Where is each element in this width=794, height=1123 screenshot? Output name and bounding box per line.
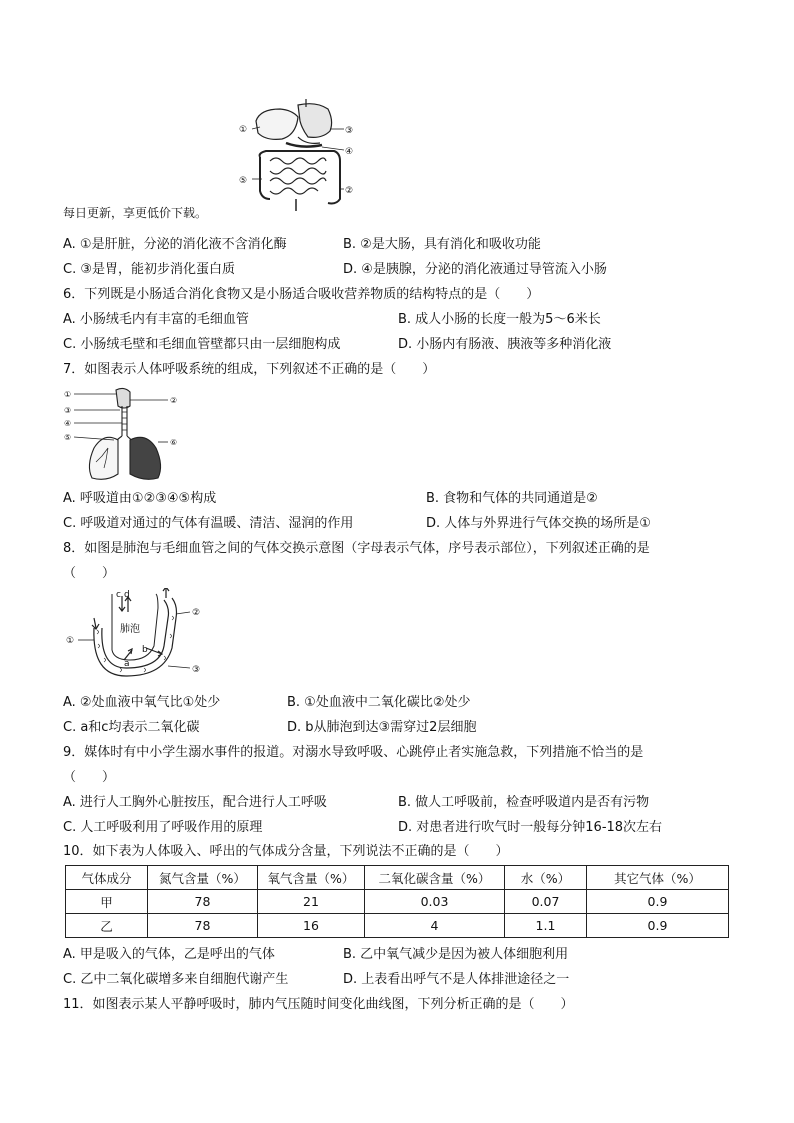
q11-stem: 11．如图表示某人平静呼吸时，肺内气压随时间变化曲线图，下列分析正确的是（ ） <box>63 997 574 1012</box>
q5-option-c: C. ③是胃，能初步消化蛋白质 <box>63 262 235 277</box>
q7-stem: 7．如图表示人体呼吸系统的组成，下列叙述不正确的是（ ） <box>63 362 436 377</box>
q9-option-d: D. 对患者进行吹气时一般每分钟16-18次左右 <box>398 820 663 835</box>
resp-label-4: ④ <box>64 419 72 428</box>
alv-label-3: ③ <box>192 665 201 675</box>
q10-option-b: B. 乙中氧气减少是因为被人体细胞利用 <box>343 947 569 962</box>
table-cell: 4 <box>365 914 505 938</box>
q6-option-d: D. 小肠内有肠液、胰液等多种消化液 <box>398 337 612 352</box>
q7-option-a: A. 呼吸道由①②③④⑤构成 <box>63 491 217 506</box>
table-cell: 1.1 <box>505 914 587 938</box>
gas-composition-table <box>65 865 729 938</box>
q10-option-a: A. 甲是吸入的气体，乙是呼出的气体 <box>63 947 275 962</box>
table-cell: 78 <box>148 890 258 914</box>
table-header-row <box>66 866 729 890</box>
alv-label-alveolus: 肺泡 <box>120 624 140 635</box>
q7-option-d: D. 人体与外界进行气体交换的场所是① <box>426 516 651 531</box>
table-cell: 乙 <box>66 914 148 938</box>
fig-label-2: ② <box>345 186 354 196</box>
fig-label-1: ① <box>239 125 248 135</box>
table-header-cell: 气体成分 <box>66 866 148 890</box>
q8-stem-bracket: （ ） <box>63 566 116 581</box>
fig-label-5: ⑤ <box>239 176 248 186</box>
table-cell: 甲 <box>66 890 148 914</box>
alv-label-c: c <box>116 590 121 600</box>
alv-label-b: b <box>142 645 148 655</box>
fig-label-4: ④ <box>345 147 354 157</box>
q6-option-b: B. 成人小肠的长度一般为5～6米长 <box>398 312 601 327</box>
q9-option-b: B. 做人工呼吸前，检查呼吸道内是否有污物 <box>398 795 650 810</box>
q5-option-d: D. ④是胰腺，分泌的消化液通过导管流入小肠 <box>343 262 607 277</box>
resp-label-3: ③ <box>64 406 72 415</box>
table-header-cell: 水（%） <box>505 866 587 890</box>
fig-label-3: ③ <box>345 126 354 136</box>
digestive-system-figure <box>236 95 362 215</box>
q9-option-c: C. 人工呼吸利用了呼吸作用的原理 <box>63 820 263 835</box>
q6-option-c: C. 小肠绒毛壁和毛细血管壁都只由一层细胞构成 <box>63 337 341 352</box>
q9-stem-bracket: （ ） <box>63 770 116 785</box>
alv-label-1: ① <box>66 636 75 646</box>
table-header-cell: 二氧化碳含量（%） <box>365 866 505 890</box>
q7-option-b: B. 食物和气体的共同通道是② <box>426 491 598 506</box>
q9-option-a: A. 进行人工胸外心脏按压，配合进行人工呼吸 <box>63 795 327 810</box>
table-header-cell: 氧气含量（%） <box>258 866 365 890</box>
q8-option-c: C. a和c均表示二氧化碳 <box>63 720 200 735</box>
alv-label-a: a <box>124 659 130 669</box>
resp-label-1: ① <box>64 390 72 399</box>
q5-option-a: A. ①是肝脏，分泌的消化液不含消化酶 <box>63 237 287 252</box>
q8-option-a: A. ②处血液中氧气比①处少 <box>63 695 221 710</box>
table-cell: 0.9 <box>587 914 729 938</box>
q8-option-b: B. ①处血液中二氧化碳比②处少 <box>287 695 471 710</box>
table-cell: 0.07 <box>505 890 587 914</box>
q10-option-d: D. 上表看出呼气不是人体排泄途径之一 <box>343 972 570 987</box>
respiratory-system-figure <box>64 386 184 484</box>
table-header-cell: 氮气含量（%） <box>148 866 258 890</box>
table-cell: 21 <box>258 890 365 914</box>
resp-label-6: ⑥ <box>170 438 178 447</box>
alv-label-2: ② <box>192 608 201 618</box>
q6-stem: 6．下列既是小肠适合消化食物又是小肠适合吸收营养物质的结构特点的是（ ） <box>63 287 540 302</box>
table-header-cell: 其它气体（%） <box>587 866 729 890</box>
q8-stem: 8．如图是肺泡与毛细血管之间的气体交换示意图（字母表示气体，序号表示部位），下列叙述正确的是 <box>63 541 650 556</box>
q6-option-a: A. 小肠绒毛内有丰富的毛细血管 <box>63 312 249 327</box>
resp-label-5: ⑤ <box>64 433 72 442</box>
table-cell: 16 <box>258 914 365 938</box>
table-cell: 0.03 <box>365 890 505 914</box>
resp-label-2: ② <box>170 396 178 405</box>
q8-option-d: D. b从肺泡到达③需穿过2层细胞 <box>287 720 477 735</box>
q10-option-c: C. 乙中二氧化碳增多来自细胞代谢产生 <box>63 972 289 987</box>
table-cell: 0.9 <box>587 890 729 914</box>
table-row <box>66 914 729 938</box>
table-row <box>66 890 729 914</box>
alv-label-d: d <box>124 590 130 600</box>
q9-stem: 9．媒体时有中小学生溺水事件的报道。对溺水导致呼吸、心跳停止者实施急救，下列措施不恰当的是 <box>63 745 644 760</box>
q5-option-b: B. ②是大肠，具有消化和吸收功能 <box>343 237 541 252</box>
table-cell: 78 <box>148 914 258 938</box>
alveolus-figure <box>64 588 214 684</box>
q7-option-c: C. 呼吸道对通过的气体有温暖、清洁、湿润的作用 <box>63 516 354 531</box>
q10-stem: 10．如下表为人体吸入、呼出的气体成分含量，下列说法不正确的是（ ） <box>63 844 509 859</box>
download-banner: 每日更新，享更低价下载。 <box>63 206 208 220</box>
